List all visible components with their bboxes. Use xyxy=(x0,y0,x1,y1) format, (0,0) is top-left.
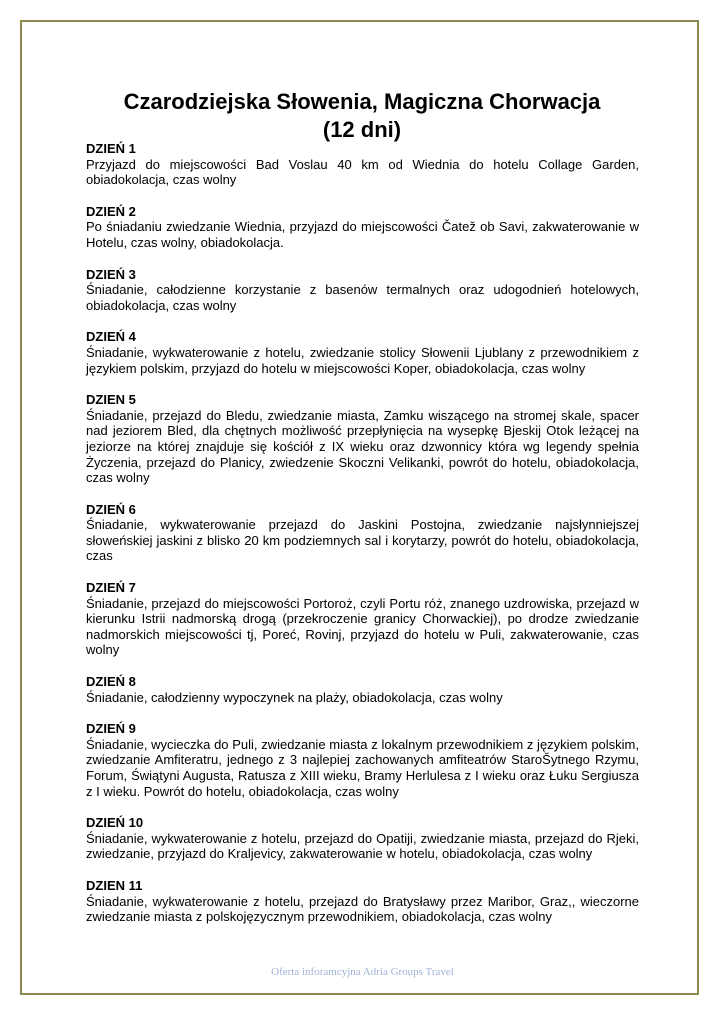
day-description: Śniadanie, przejazd do miejscowości Portoroż, czyli Portu róż, znanego uzdrowiska, przejazd w kierunku Istrii nadmorską drogą (przekroczenie granicy Chorwackiej), po drodze zwiedzanie nadmorskich miejscowości tj, Poreć, Rovinj, przyjazd do hotelu w Puli, zakwaterowanie, czas wolny xyxy=(86,595,639,658)
itinerary xyxy=(86,141,639,941)
day-item xyxy=(86,204,639,251)
day-item xyxy=(86,580,639,658)
day-description: Śniadanie, przejazd do Bledu, zwiedzanie miasta, Zamku wiszącego na stromej skale, spacer nad jeziorem Bled, dla chętnych możliwość przepłynięcia na wysepkę Bjeskij Otok leżącej na jeziorze na której znajduje się kościół z IX wieku oraz dzwonnicy która wg legendy spełnia Życzenia, przejazd do Planicy, zwiedzenie Skoczni Velikanki, powrót do hotelu, obiadokolacja, czas wolny xyxy=(86,407,639,486)
day-heading: DZIEN 5 xyxy=(86,392,136,408)
day-item xyxy=(86,721,639,799)
day-item xyxy=(86,878,639,925)
day-heading: DZIEŃ 6 xyxy=(86,501,136,517)
document-title xyxy=(86,88,638,144)
day-heading: DZIEŃ 10 xyxy=(86,815,144,831)
day-description: Śniadanie, wycieczka do Puli, zwiedzanie miasta z lokalnym przewodnikiem z językiem polskim, zwiedzanie Amfiteratru, jednego z 3 najlepiej zachowanych amfiteatrów StaroŠytnego Rzymu, Forum, Świątyni Augusta, Ratusza z XIII wieku, Bramy Herlulesa z I wieku oraz Łuku Sergiusza z I wieku. Powrót do hotelu, obiadokolacja, czas wolny xyxy=(86,736,639,799)
footer-note: Oferta inforamcyjna Adria Groups Travel xyxy=(271,966,454,978)
day-item xyxy=(86,674,639,705)
day-description: Śniadanie, wykwaterowanie z hotelu, przejazd do Bratysławy przez Maribor, Graz,, wieczorne zwiedzanie miasta z polskojęzycznym przewodnikiem, obiadokolacja, czas wolny xyxy=(86,893,639,925)
day-description: Śniadanie, wykwaterowanie z hotelu, przejazd do Opatiji, zwiedzanie miasta, przejazd do Rjeki, zwiedzanie, przyjazd do Kraljevicy, zakwaterowanie w hotelu, obiadokolacja, czas wolny xyxy=(86,830,639,862)
day-description: Przyjazd do miejscowości Bad Voslau 40 km od Wiednia do hotelu Collage Garden, obiadokolacja, czas wolny xyxy=(86,156,639,188)
day-description: Śniadanie, wykwaterowanie z hotelu, zwiedzanie stolicy Słowenii Ljublany z przewodnikiem z językiem polskim, przyjazd do hotelu w miejscowości Koper, obiadokolacja, czas wolny xyxy=(86,344,639,376)
day-heading: DZIEN 11 xyxy=(86,877,143,893)
day-description: Śniadanie, wykwaterowanie przejazd do Jaskini Postojna, zwiedzanie najsłynniejszej słoweńskiej jaskini z blisko 20 km podziemnych sal i korytarzy, powrót do hotelu, obiadokolacja, czas xyxy=(86,517,639,564)
day-item xyxy=(86,392,639,486)
day-item xyxy=(86,267,639,314)
day-heading: DZIEŃ 4 xyxy=(86,329,136,345)
day-description: Po śniadaniu zwiedzanie Wiednia, przyjazd do miejscowości Čatež ob Savi, zakwaterowanie w Hotelu, czas wolny, obiadokolacja. xyxy=(86,219,639,250)
day-description: Śniadanie, całodzienne korzystanie z basenów termalnych oraz udogodnień hotelowych, obiadokolacja, czas wolny xyxy=(86,282,639,313)
day-heading: DZIEŃ 8 xyxy=(86,674,136,690)
day-item xyxy=(86,502,639,564)
day-description: Śniadanie, całodzienny wypoczynek na plaży, obiadokolacja, czas wolny xyxy=(86,689,503,705)
day-heading: DZIEŃ 9 xyxy=(86,721,136,737)
day-item xyxy=(86,141,639,188)
day-heading: DZIEŃ 1 xyxy=(86,141,136,156)
title-line-1: Czarodziejska Słowenia, Magiczna Chorwacja xyxy=(123,89,601,114)
day-heading: DZIEŃ 7 xyxy=(86,580,136,596)
title-line-2: (12 dni) xyxy=(322,117,402,142)
day-item xyxy=(86,329,639,376)
day-item xyxy=(86,815,639,862)
day-heading: DZIEŃ 3 xyxy=(86,266,136,282)
day-heading: DZIEŃ 2 xyxy=(86,203,136,219)
